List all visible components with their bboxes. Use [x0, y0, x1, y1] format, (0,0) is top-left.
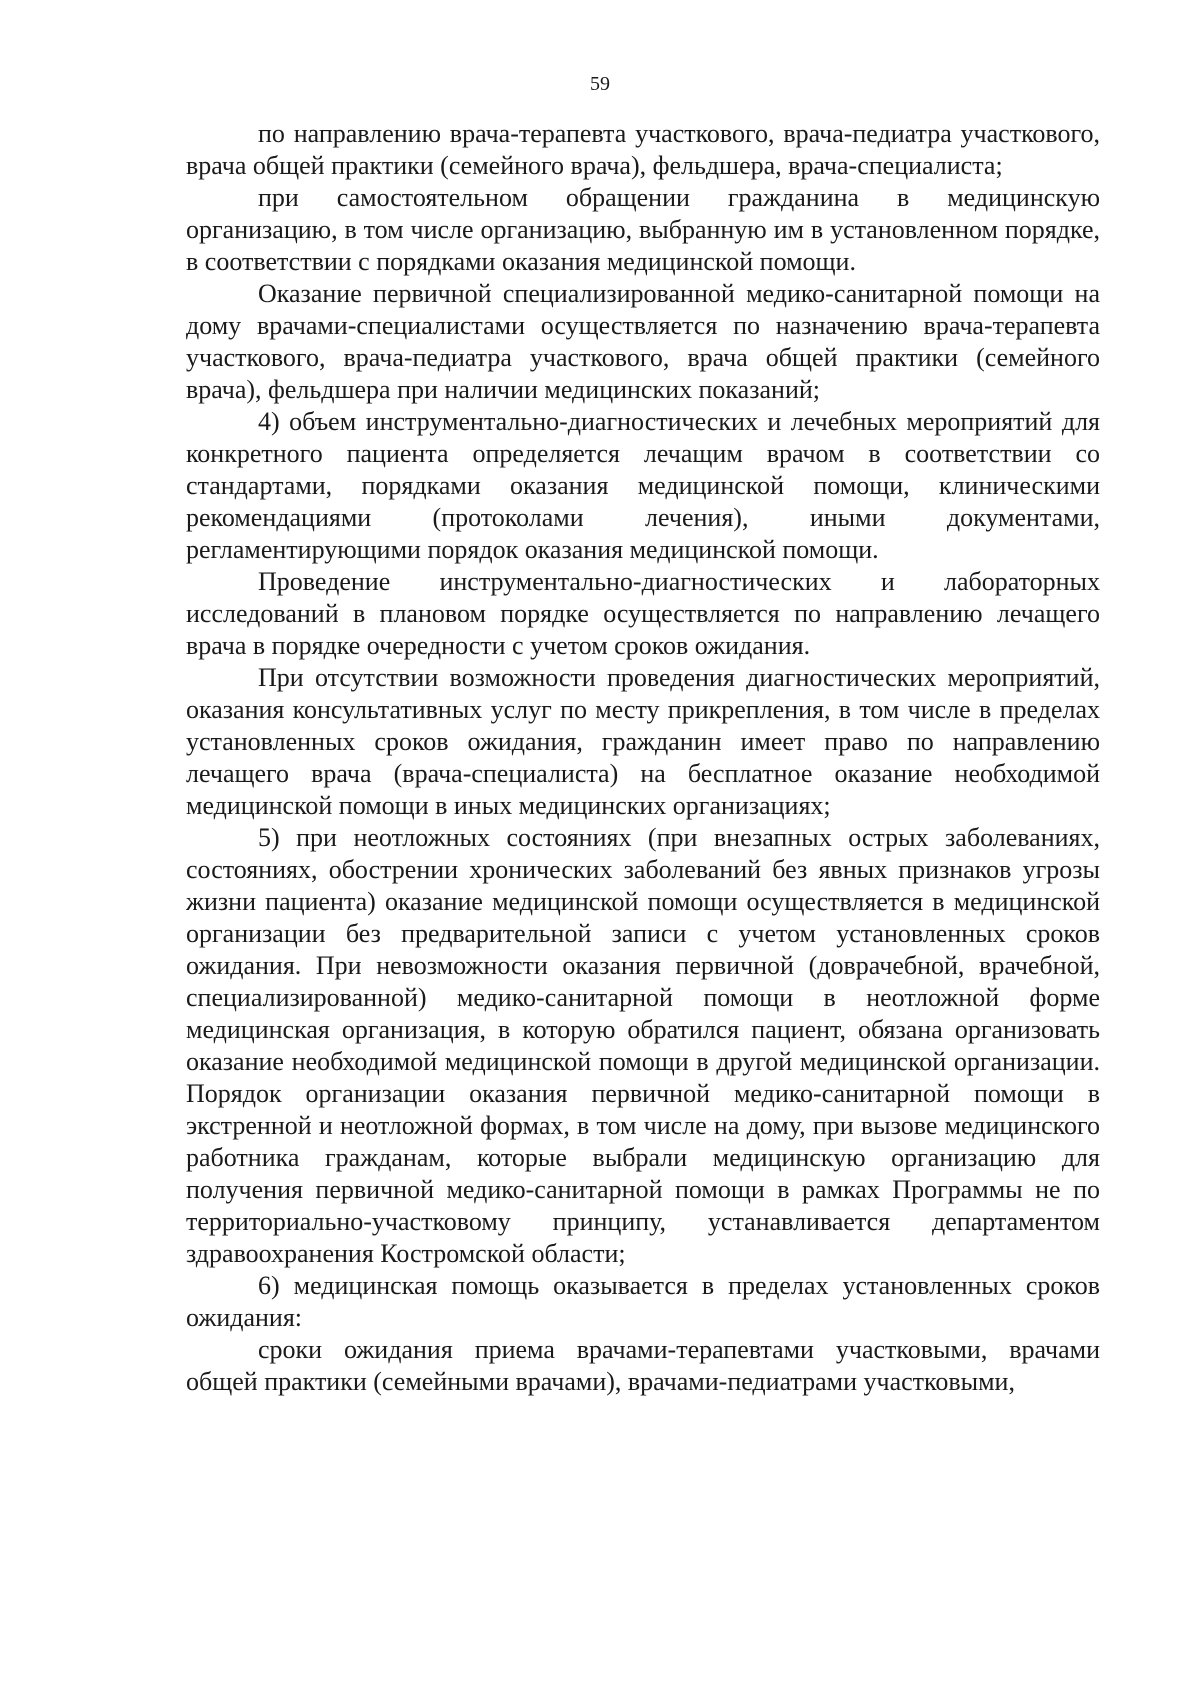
- paragraph-lab-studies: Проведение инструментально-диагностических и лабораторных исследований в плановом порядке осуществляется по направлению лечащего врача в порядке очередности с учетом сроков ожидания.: [186, 567, 1100, 660]
- paragraph-home-care: Оказание первичной специализированной медико-санитарной помощи на дому врачами-специалистами осуществляется по назначению врача-терапевта участкового, врача-педиатра участкового, врача общей практики (семейного врача), фельдшера при наличии медицинских показаний;: [186, 279, 1100, 404]
- paragraph-item-5: 5) при неотложных состояниях (при внезапных острых заболеваниях, состояниях, обострении хронических заболеваний без явных признаков угрозы жизни пациента) оказание медицинской помощи осуществляется в медицинской организации без предварительной записи с учетом установленных сроков ожидания. При невозможности оказания первичной (доврачебной, врачебной, специализированной) медико-санитарной помощи в неотложной форме медицинская организация, в которую обратился пациент, обязана организовать оказание необходимой медицинской помощи в другой медицинской организации. Порядок организации оказания первичной медико-санитарной помощи в экстренной и неотложной формах, в том числе на дому, при вызове медицинского работника гражданам, которые выбрали медицинскую организацию для получения первичной медико-санитарной помощи в рамках Программы не по территориально-участковому принципу, устанавливается департаментом здравоохранения Костромской области;: [186, 823, 1100, 1268]
- paragraph-self-referral: при самостоятельном обращении гражданина в медицинскую организацию, в том числе организацию, выбранную им в установленном порядке, в соответствии с порядками оказания медицинской помощи.: [186, 183, 1100, 276]
- paragraph-item-6: 6) медицинская помощь оказывается в пределах установленных сроков ожидания:: [186, 1271, 1100, 1332]
- paragraph-item-4: 4) объем инструментально-диагностических и лечебных мероприятий для конкретного пациента определяется лечащим врачом в соответствии со стандартами, порядками оказания медицинской помощи, клиническими рекомендациями (протоколами лечения), иными документами, регламентирующими порядок оказания медицинской помощи.: [186, 407, 1100, 564]
- page-number: 59: [590, 73, 610, 95]
- paragraph-referral: по направлению врача-терапевта участкового, врача-педиатра участкового, врача общей практики (семейного врача), фельдшера, врача-специалиста;: [186, 119, 1100, 180]
- paragraph-other-organizations: При отсутствии возможности проведения диагностических мероприятий, оказания консультативных услуг по месту прикрепления, в том числе в пределах установленных сроков ожидания, гражданин имеет право по направлению лечащего врача (врача-специалиста) на бесплатное оказание необходимой медицинской помощи в иных медицинских организациях;: [186, 663, 1100, 820]
- paragraph-waiting-times: сроки ожидания приема врачами-терапевтами участковыми, врачами общей практики (семейными врачами), врачами-педиатрами участковыми,: [186, 1335, 1100, 1396]
- document-body: [186, 118, 1100, 1398]
